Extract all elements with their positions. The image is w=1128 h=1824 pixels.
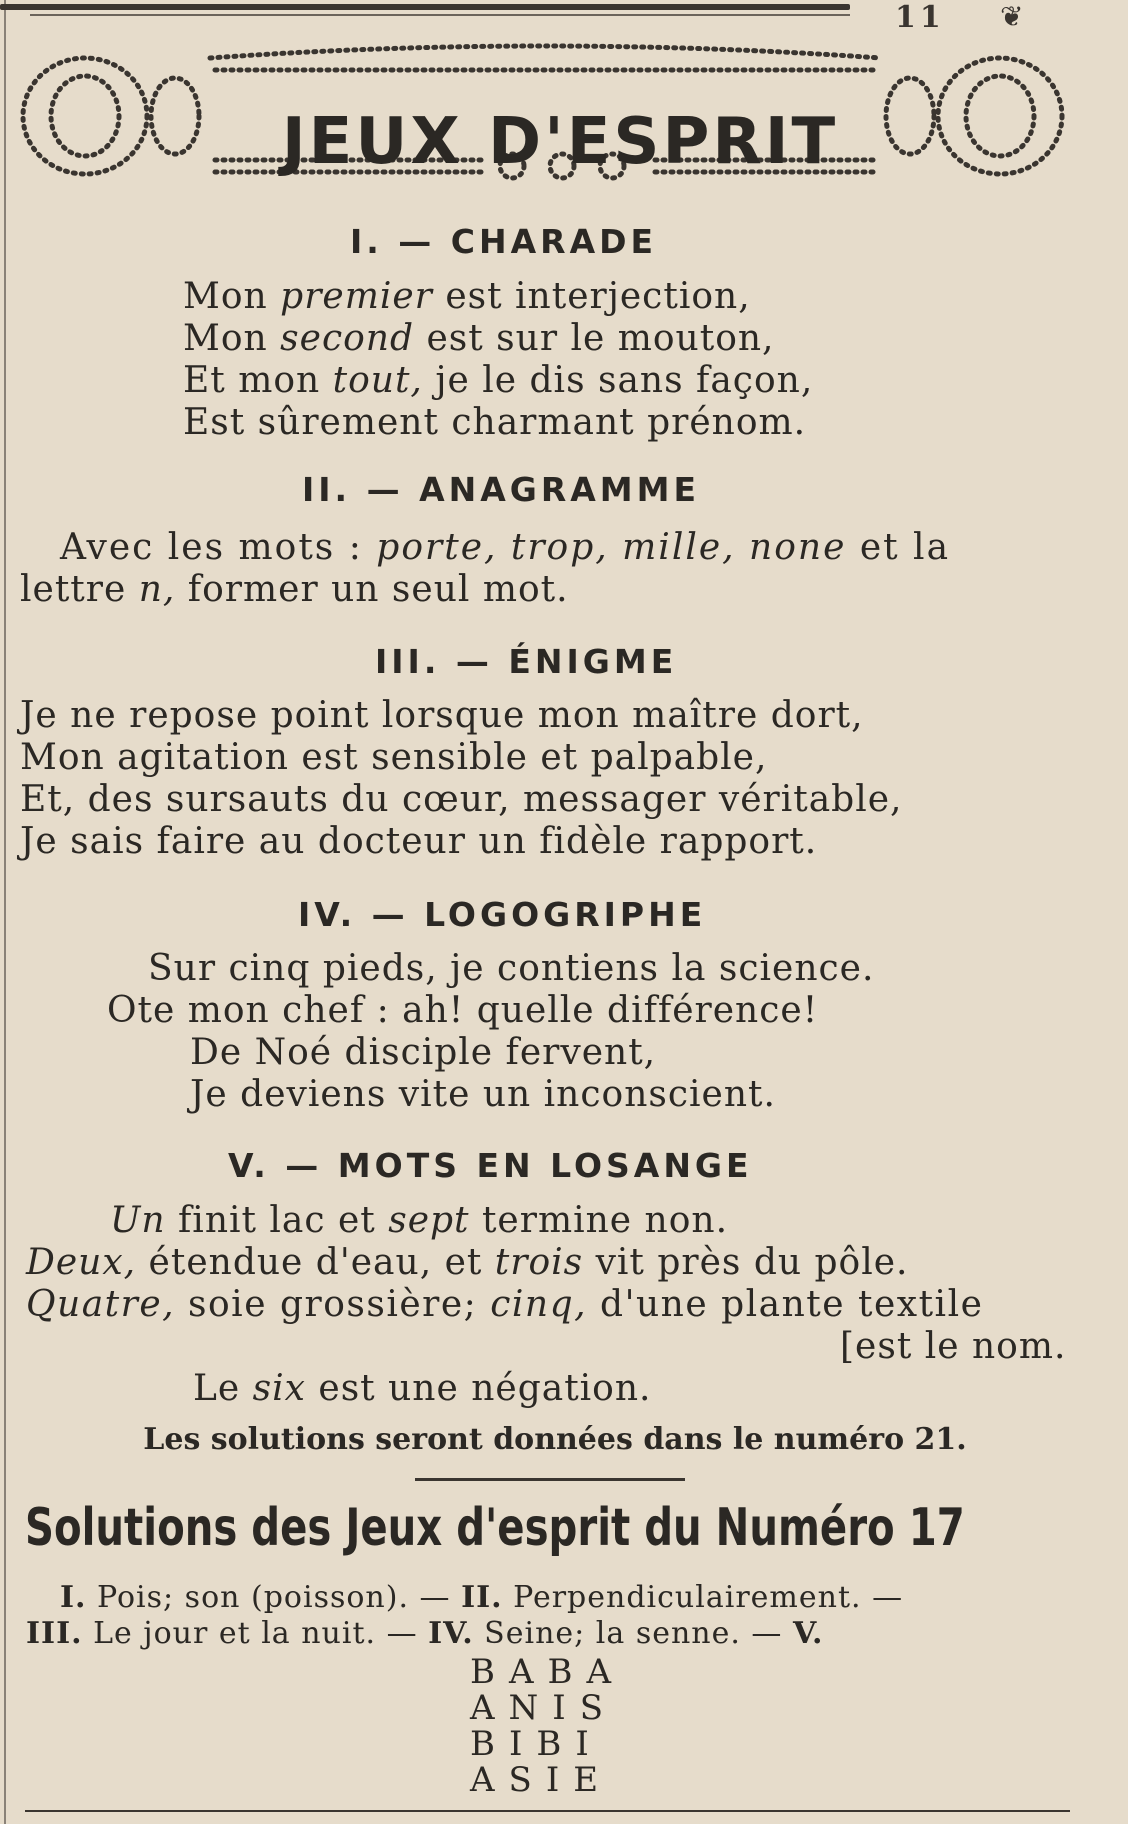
italic-word: porte, trop, mille, none (376, 527, 847, 568)
anagramme-line: lettre n, former un seul mot. (20, 569, 569, 610)
heading-losange: V. — MOTS EN LOSANGE (228, 1146, 753, 1185)
divider-rule (415, 1478, 685, 1481)
charade-line: Et mon tout, je le dis sans façon, (183, 360, 814, 401)
bold-label: V. (792, 1616, 824, 1651)
solutions-line: III. Le jour et la nuit. — IV. Seine; la senne. — V. (26, 1616, 824, 1651)
heading-enigme: III. — ÉNIGME (375, 642, 678, 681)
bold-label: III. (26, 1616, 83, 1651)
enigme-line: Et, des sursauts du cœur, messager véritable, (20, 779, 903, 820)
losange-line: Le six est une négation. (193, 1368, 652, 1409)
heading-logogriphe: IV. — LOGOGRIPHE (298, 895, 707, 934)
logogriphe-line: Sur cinq pieds, je contiens la science. (148, 948, 875, 989)
enigme-line: Je sais faire au docteur un fidèle rapport. (20, 821, 818, 862)
losange-solution-grid (470, 1654, 625, 1798)
grid-row: BABA (470, 1652, 626, 1692)
heading-anagramme: II. — ANAGRAMME (302, 470, 701, 509)
italic-word: cinq, (490, 1284, 588, 1325)
title-banner (15, 38, 1070, 193)
logogriphe-line: Je deviens vite un inconscient. (190, 1074, 776, 1115)
italic-word: sept (388, 1200, 470, 1241)
italic-word: Un (110, 1200, 166, 1241)
charade-line: Mon premier est interjection, (183, 276, 751, 317)
corner-ornament-icon: ❦ (1000, 0, 1024, 33)
losange-line: Deux, étendue d'eau, et trois vit près du pôle. (26, 1242, 909, 1283)
anagramme-line: Avec les mots : porte, trop, mille, none et la (60, 527, 951, 568)
solutions-notice: Les solutions seront données dans le numéro 21. (143, 1422, 967, 1457)
italic-word: trois (494, 1242, 584, 1283)
bold-label: I. (60, 1580, 87, 1615)
enigme-line: Mon agitation est sensible et palpable, (20, 737, 768, 778)
italic-word: six (252, 1368, 306, 1409)
logogriphe-line: De Noé disciple fervent, (190, 1032, 657, 1073)
bold-label: II. (461, 1580, 503, 1615)
grid-row: ASIE (470, 1760, 613, 1800)
charade-line: Est sûrement charmant prénom. (183, 402, 807, 443)
page-title: JEUX D'ESPRIT (281, 105, 839, 179)
charade-line: Mon second est sur le mouton, (183, 318, 775, 359)
italic-word: tout, (332, 360, 423, 401)
italic-word: n, (138, 569, 176, 610)
italic-word: premier (280, 276, 433, 317)
enigme-line: Je ne repose point lorsque mon maître dort, (20, 695, 864, 736)
top-rule (0, 4, 850, 10)
losange-line: Un finit lac et sept termine non. (110, 1200, 729, 1241)
solutions-title: Solutions des Jeux d'esprit du Numéro 17 (25, 1498, 965, 1558)
losange-line: Quatre, soie grossière; cinq, d'une plante textile (26, 1284, 984, 1325)
grid-row: ANIS (470, 1688, 618, 1728)
italic-word: Quatre, (26, 1284, 176, 1325)
grid-row: BIBI (470, 1724, 603, 1764)
top-rule-thin (30, 14, 850, 16)
bottom-rule (25, 1810, 1070, 1812)
page-number: 11 (895, 0, 945, 35)
italic-word: Deux, (26, 1242, 137, 1283)
losange-line: [est le nom. (840, 1326, 1067, 1367)
heading-charade: I. — CHARADE (350, 222, 658, 261)
logogriphe-line: Ote mon chef : ah! quelle différence! (107, 990, 819, 1031)
bold-label: IV. (428, 1616, 474, 1651)
left-border-rule (4, 0, 6, 1824)
italic-word: second (280, 318, 415, 359)
solutions-line: I. Pois; son (poisson). — II. Perpendiculairement. — (60, 1580, 904, 1615)
